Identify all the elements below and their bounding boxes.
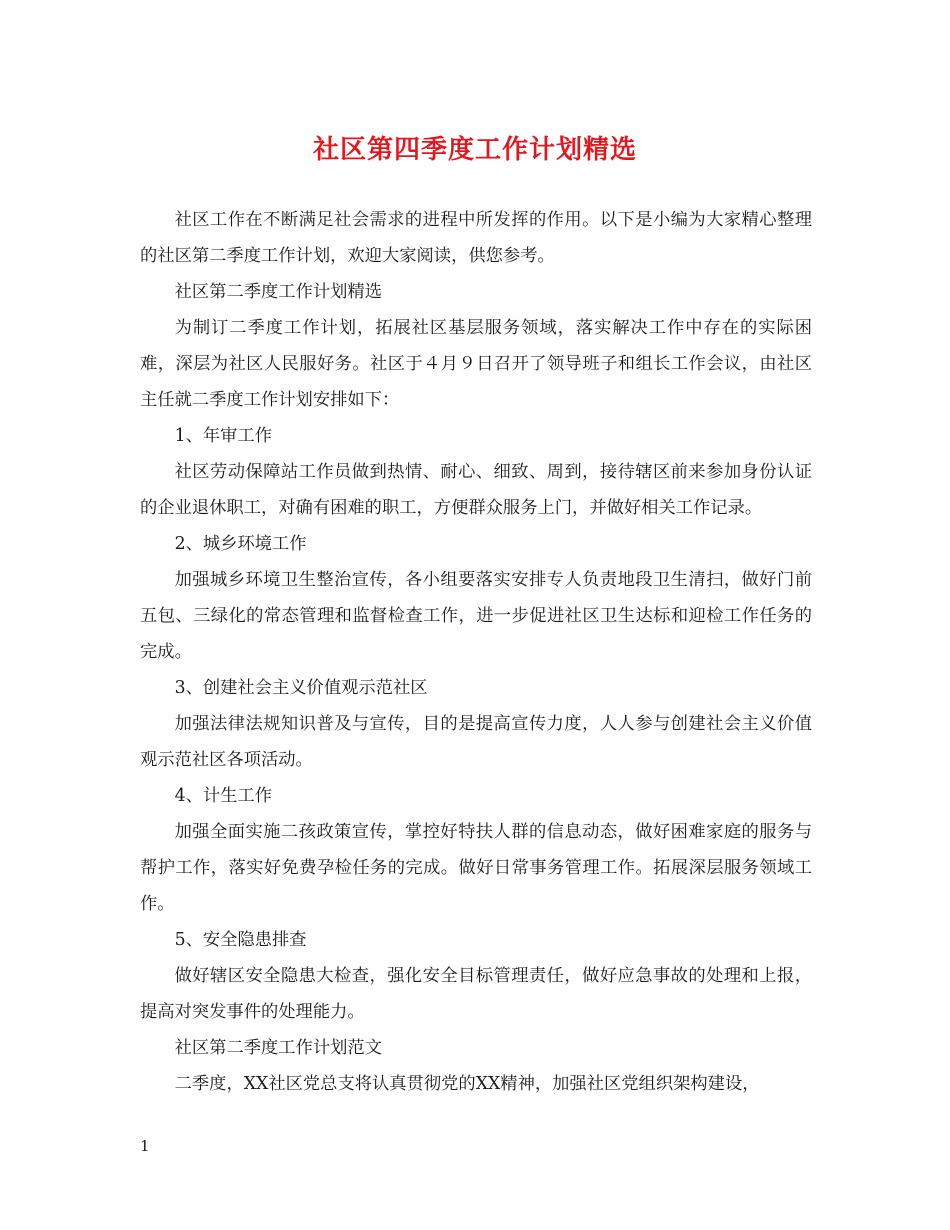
paragraph: 二季度，XX社区党总支将认真贯彻党的XX精神，加强社区党组织架构建设， xyxy=(174,1074,760,1094)
paragraph: 加强法律法规知识普及与宣传，目的是提高宣传力度，人人参与创建社会主义价值观示范社区各项活动。 xyxy=(140,714,812,770)
document-body xyxy=(140,202,812,1102)
paragraph: 社区劳动保障站工作员做到热情、耐心、细致、周到，接待辖区前来参加身份认证的企业退休职工，对确有困难的职工，方便群众服务上门，并做好相关工作记录。 xyxy=(140,462,812,518)
section-heading: 2、城乡环境工作 xyxy=(174,534,307,554)
section-heading: 5、安全隐患排查 xyxy=(174,930,307,950)
section-heading: 3、创建社会主义价值观示范社区 xyxy=(174,678,428,698)
paragraph: 为制订二季度工作计划，拓展社区基层服务领域，落实解决工作中存在的实际困难，深层为社区人民服好务。社区于４月９日召开了领导班子和组长工作会议，由社区主任就二季度工作计划安排如下： xyxy=(140,318,812,410)
page-number: 1 xyxy=(140,1137,150,1155)
section-heading: 1、年审工作 xyxy=(174,426,272,446)
document-title: 社区第四季度工作计划精选 xyxy=(312,135,637,165)
paragraph: 加强城乡环境卫生整治宣传，各小组要落实安排专人负责地段卫生清扫，做好门前五包、三绿化的常态管理和监督检查工作，进一步促进社区卫生达标和迎检工作任务的完成。 xyxy=(140,570,812,662)
paragraph: 加强全面实施二孩政策宣传，掌控好特扶人群的信息动态，做好困难家庭的服务与帮护工作，落实好免费孕检任务的完成。做好日常事务管理工作。拓展深层服务领域工作。 xyxy=(140,822,812,914)
paragraph-intro: 社区工作在不断满足社会需求的进程中所发挥的作用。以下是小编为大家精心整理的社区第二季度工作计划，欢迎大家阅读，供您参考。 xyxy=(140,210,812,266)
section-heading: 4、计生工作 xyxy=(174,786,272,806)
section-heading: 社区第二季度工作计划范文 xyxy=(174,1038,382,1058)
paragraph: 做好辖区安全隐患大检查，强化安全目标管理责任，做好应急事故的处理和上报，提高对突发事件的处理能力。 xyxy=(140,966,812,1022)
section-heading: 社区第二季度工作计划精选 xyxy=(174,282,382,302)
